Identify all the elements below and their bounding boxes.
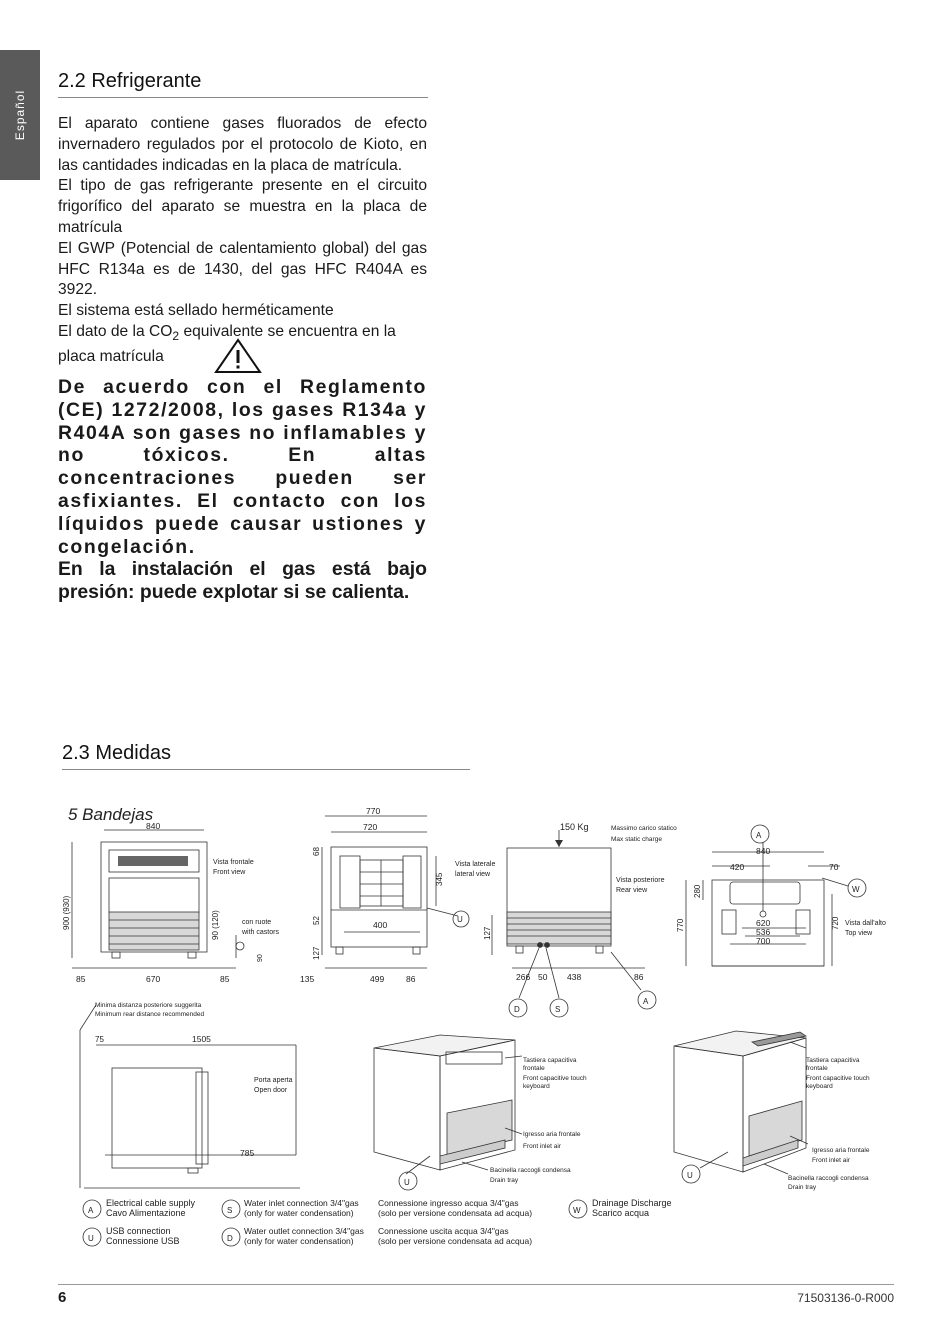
side-bottom-right: 86: [406, 974, 416, 984]
front-bottom-middle: 670: [146, 974, 161, 984]
rear-foot-height: 127: [483, 926, 492, 940]
iso-right-air-en: Front inlet air: [812, 1157, 850, 1164]
legend-s-line3: Connessione ingresso acqua 3/4"gas: [378, 1198, 519, 1208]
legend-tag-s: S: [227, 1206, 233, 1215]
footer-divider: [58, 1284, 894, 1285]
legend-tag-u: U: [88, 1234, 94, 1243]
iso-right-tray-en: Drain tray: [788, 1184, 817, 1191]
legend-tag-a: A: [88, 1206, 94, 1215]
language-tab-label: Español: [13, 89, 27, 141]
co2-subscript: 2: [172, 329, 180, 344]
iso-left-keyboard-it2: frontale: [523, 1065, 545, 1072]
rear-view-label-it: Vista posteriore: [616, 877, 665, 884]
legend-d-line1: Water outlet connection 3/4"gas: [244, 1226, 364, 1236]
legend-s-line4: (solo per versione condensata ad acqua): [378, 1208, 533, 1218]
top-view-drawing: [686, 842, 848, 966]
legend-s-line2: (only for water condensation): [244, 1208, 354, 1218]
front-width: 840: [146, 821, 161, 831]
top-dim-700: 700: [756, 936, 771, 946]
legend-u-line2: Connessione USB: [106, 1236, 180, 1246]
castors-label-it: con ruote: [242, 919, 272, 926]
side-foot-height: 127: [312, 946, 321, 960]
rear-bottom-1: 266: [516, 972, 531, 982]
legend-d-line2: (only for water condensation): [244, 1236, 354, 1246]
co2-text-after: equivalente se encuentra en la placa matrícula: [58, 322, 396, 365]
legend: [83, 1198, 672, 1246]
iso-right-tag-u: U: [687, 1171, 693, 1180]
open-door-depth: 785: [240, 1148, 255, 1158]
language-tab: [0, 50, 40, 180]
dimension-drawings: [0, 790, 950, 1260]
warning-triangle-icon: [214, 338, 262, 374]
rear-tag-a: A: [643, 997, 649, 1006]
iso-right-keyboard-it: Tastiera capacitiva: [806, 1057, 860, 1064]
side-inner-depth: 720: [363, 822, 378, 832]
rear-bottom-3: 438: [567, 972, 582, 982]
open-door-label-en: Open door: [254, 1087, 288, 1094]
castors-label-en: with castors: [242, 929, 279, 936]
rear-tag-d: D: [514, 1005, 520, 1014]
trays-subtitle: 5 Bandejas: [68, 805, 154, 824]
side-view-label-it: Vista laterale: [455, 861, 496, 868]
side-usb-tag: U: [457, 915, 463, 924]
side-door-height: 345: [435, 872, 444, 886]
side-low-height: 52: [312, 916, 321, 925]
iso-right-keyboard-en2: keyboard: [806, 1083, 833, 1090]
iso-view-left-drawing: [374, 1035, 522, 1174]
top-left: 420: [730, 862, 745, 872]
legend-a-line1: Electrical cable supply: [106, 1198, 196, 1208]
warning-text: [58, 376, 427, 604]
iso-left-air-it: Igresso aria frontale: [523, 1131, 581, 1138]
iso-left-keyboard-en2: keyboard: [523, 1083, 550, 1090]
top-height-1: 280: [693, 884, 702, 898]
front-bottom-right: 85: [220, 974, 230, 984]
castor-height: 90: [257, 954, 264, 962]
side-top-height: 68: [312, 847, 321, 856]
clearance-drawing: [80, 1005, 300, 1188]
top-tag-a: A: [756, 831, 762, 840]
paragraph-gas-type: El tipo de gas refrigerante presente en el circuito frigorífico del aparato se muestra en la placa de matrícula: [58, 177, 427, 236]
legend-w-line1: Drainage Discharge: [592, 1198, 672, 1208]
legend-w-line2: Scarico acqua: [592, 1208, 650, 1218]
document-code: 71503136-0-R000: [797, 1291, 894, 1305]
iso-right-air-it: Igresso aria frontale: [812, 1147, 870, 1154]
side-view-label-en: lateral view: [455, 871, 491, 878]
legend-d-line4: (solo per versione condensata ad acqua): [378, 1236, 533, 1246]
paragraph-gases: El aparato contiene gases fluorados de efecto invernadero regulados por el protocolo de Kioto, en las cantidades indicadas en la placa de matrícula.: [58, 115, 427, 174]
top-depth: 720: [831, 916, 840, 930]
legend-u-line1: USB connection: [106, 1226, 171, 1236]
iso-left-tag-u: U: [404, 1178, 410, 1187]
front-view-label-it: Vista frontale: [213, 859, 254, 866]
clearance-label-en: Minimum rear distance recommended: [95, 1011, 205, 1018]
rear-load-label-it: Massimo carico statico: [611, 825, 677, 832]
iso-right-keyboard-it2: frontale: [806, 1065, 828, 1072]
top-right: 70: [829, 862, 839, 872]
warning-paragraph-2: En la instalación el gas está bajo presión: puede explotar si se calienta.: [58, 558, 427, 604]
top-width: 840: [756, 846, 771, 856]
legend-tag-d: D: [227, 1234, 233, 1243]
iso-left-keyboard-en: Front capacitive touch: [523, 1075, 587, 1082]
rear-bottom-2: 50: [538, 972, 548, 982]
front-view-drawing: [72, 830, 236, 968]
open-door-label-it: Porta aperta: [254, 1077, 293, 1084]
rear-load: 150 Kg: [560, 822, 589, 832]
rear-load-label-en: Max static charge: [611, 836, 662, 843]
warning-paragraph-1: De acuerdo con el Reglamento (CE) 1272/2008, los gases R134a y R404A son gases no inflamables y no tóxicos. En altas concentraciones pueden ser asfixiantes. El contacto con los líquidos puede causar ustiones y congelación.: [58, 376, 427, 558]
co2-text-before: El dato de la CO: [58, 322, 173, 340]
legend-tag-w: W: [573, 1206, 581, 1215]
iso-left-tray-it: Bacinella raccogli condensa: [490, 1167, 571, 1174]
iso-right-tray-it: Bacinella raccogli condensa: [788, 1175, 869, 1182]
side-shelf-width: 400: [373, 920, 388, 930]
refrigerant-paragraphs: [58, 114, 427, 368]
section-title-refrigerant: 2.2 Refrigerante: [58, 70, 428, 98]
paragraph-sealed: El sistema está sellado herméticamente: [58, 302, 334, 320]
rear-bottom-4: 86: [634, 972, 644, 982]
front-view-label-en: Front view: [213, 869, 246, 876]
iso-left-keyboard-it: Tastiera capacitiva: [523, 1057, 577, 1064]
front-height: 900 (930): [62, 895, 71, 930]
top-view-label-en: Top view: [845, 930, 873, 937]
iso-view-right-drawing: [674, 1031, 808, 1174]
iso-right-keyboard-en: Front capacitive touch: [806, 1075, 870, 1082]
side-bottom-middle: 499: [370, 974, 385, 984]
paragraph-gwp: El GWP (Potencial de calentamiento global) del gas HFC R134a es de 1430, del gas HFC R404A es 3922.: [58, 239, 427, 299]
iso-left-air-en: Front inlet air: [523, 1143, 561, 1150]
legend-d-line3: Connessione uscita acqua 3/4"gas: [378, 1226, 509, 1236]
top-dim-536: 536: [756, 927, 771, 937]
top-tag-w: W: [852, 885, 860, 894]
top-dim-620: 620: [756, 918, 771, 928]
side-view-drawing: [322, 816, 458, 968]
section-title-measures: 2.3 Medidas: [62, 742, 470, 770]
clearance-total: 1505: [192, 1034, 211, 1044]
side-bottom-left: 135: [300, 974, 315, 984]
legend-a-line2: Cavo Alimentazione: [106, 1208, 186, 1218]
clearance-gap: 75: [95, 1035, 104, 1044]
front-bottom-left: 85: [76, 974, 86, 984]
front-castors-height: 90 (120): [211, 910, 220, 940]
top-view-label-it: Vista dall'alto: [845, 920, 886, 927]
top-height-2: 770: [676, 918, 685, 932]
side-outer-depth: 770: [366, 806, 381, 816]
page-number: 6: [58, 1289, 67, 1306]
clearance-label-it: Minima distanza posteriore suggerita: [95, 1002, 202, 1009]
legend-s-line1: Water inlet connection 3/4"gas: [244, 1198, 359, 1208]
rear-view-label-en: Rear view: [616, 887, 648, 894]
iso-left-tray-en: Drain tray: [490, 1177, 519, 1184]
rear-tag-s: S: [555, 1005, 561, 1014]
